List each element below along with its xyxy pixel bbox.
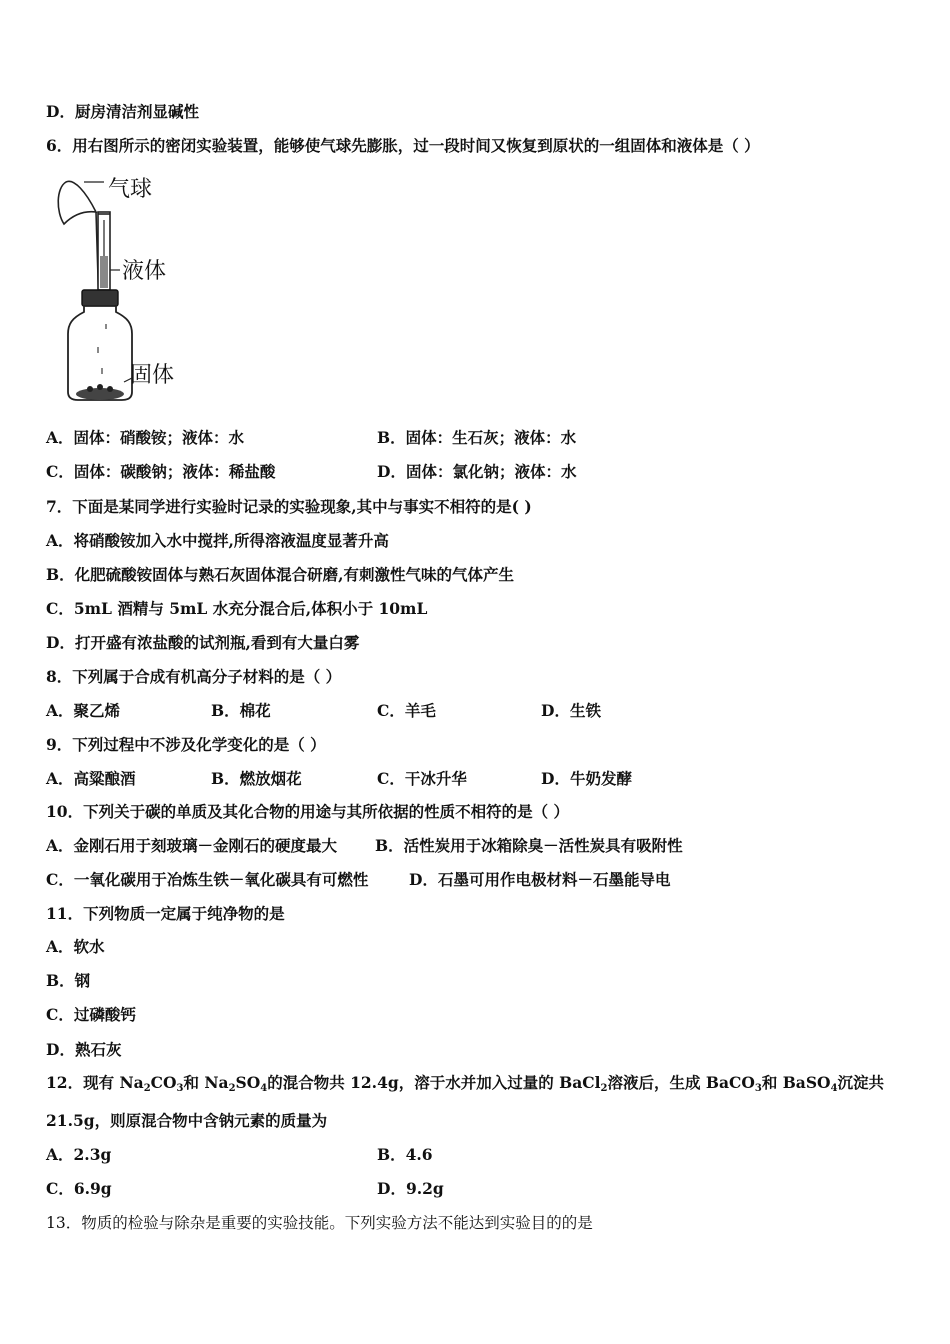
q6-option-b: B．固体：生石灰；液体：水 [377, 428, 577, 447]
q11-option-c: C．过磷酸钙 [46, 1005, 136, 1024]
q8-option-b: B．棉花 [211, 701, 271, 720]
q10-option-b: B．活性炭用于冰箱除臭－活性炭具有吸附性 [375, 836, 683, 855]
q6-stem: 6．用右图所示的密闭实验装置，能够使气球先膨胀，过一段时间又恢复到原状的一组固体和液体是（ ） [46, 136, 760, 155]
q8-option-a: A．聚乙烯 [46, 701, 121, 720]
q12-stem-line2: 21.5g，则原混合物中含钠元素的质量为 [46, 1111, 328, 1130]
q8-stem: 8．下列属于合成有机高分子材料的是（ ） [46, 667, 342, 686]
q5-option-d: D．厨房清洁剂显碱性 [46, 102, 199, 121]
solid-grain [97, 384, 103, 390]
stopper [82, 290, 118, 306]
q7-option-b: B．化肥硫酸铵固体与熟石灰固体混合研磨,有刺激性气味的气体产生 [46, 565, 514, 584]
q6-option-d: D．固体：氯化钠；液体：水 [377, 462, 577, 481]
q7-option-d: D．打开盛有浓盐酸的试剂瓶,看到有大量白雾 [46, 633, 360, 652]
q11-option-b: B．钢 [46, 971, 91, 990]
q12-option-b: B．4.6 [377, 1145, 433, 1164]
q10-option-a: A．金刚石用于刻玻璃－金刚石的硬度最大 [46, 836, 338, 855]
q12-option-c: C．6.9g [46, 1179, 112, 1198]
solid-label: 固体 [130, 363, 175, 388]
q7-stem: 7．下面是某同学进行实验时记录的实验现象,其中与事实不相符的是( ) [46, 497, 532, 516]
q10-option-c: C．一氧化碳用于冶炼生铁－氧化碳具有可燃性 [46, 870, 369, 889]
q12-option-a: A．2.3g [46, 1145, 112, 1164]
q9-option-b: B．燃放烟花 [211, 769, 302, 788]
q12-stem-line1: 12．现有 $Na_2CO_3$和 $Na_2SO_4$的混合物共 12.4g，溶于水并加入过量的 BaCl$_2$溶液后，生成 BaCO$_3$和 BaSO$_4$沉淀共 [46, 1073, 885, 1094]
q7-option-c: C．5mL 酒精与 5mL 水充分混合后,体积小于 10mL [46, 599, 428, 618]
solid-grain [107, 386, 113, 392]
q13-stem: 13．物质的检验与除杂是重要的实验技能。下列实验方法不能达到实验目的的是 [46, 1214, 593, 1232]
balloon-shape [58, 181, 96, 224]
q10-option-d: D．石墨可用作电极材料－石墨能导电 [409, 870, 671, 889]
liquid-label: 液体 [122, 259, 167, 284]
syringe-liquid [100, 256, 108, 288]
q11-option-d: D．熟石灰 [46, 1040, 122, 1059]
q6-apparatus-figure [46, 172, 196, 404]
q10-stem: 10．下列关于碳的单质及其化合物的用途与其所依据的性质不相符的是（ ） [46, 802, 569, 821]
q9-option-d: D．牛奶发酵 [541, 769, 632, 788]
q8-option-c: C．羊毛 [377, 701, 436, 720]
q9-stem: 9．下列过程中不涉及化学变化的是（ ） [46, 735, 326, 754]
q9-option-a: A．高粱酿酒 [46, 769, 136, 788]
q9-option-c: C．干冰升华 [377, 769, 467, 788]
q6-option-a: A．固体：硝酸铵；液体：水 [46, 428, 245, 447]
q11-option-a: A．软水 [46, 937, 105, 956]
solid-grain [87, 386, 93, 392]
balloon-label: 气球 [108, 177, 153, 202]
q11-stem: 11．下列物质一定属于纯净物的是 [46, 904, 285, 923]
q12-option-d: D．9.2g [377, 1179, 444, 1198]
q7-option-a: A．将硝酸铵加入水中搅拌,所得溶液温度显著升高 [46, 531, 389, 550]
apparatus-diagram [46, 172, 196, 404]
q6-option-c: C．固体：碳酸钠；液体：稀盐酸 [46, 462, 276, 481]
q8-option-d: D．生铁 [541, 701, 601, 720]
